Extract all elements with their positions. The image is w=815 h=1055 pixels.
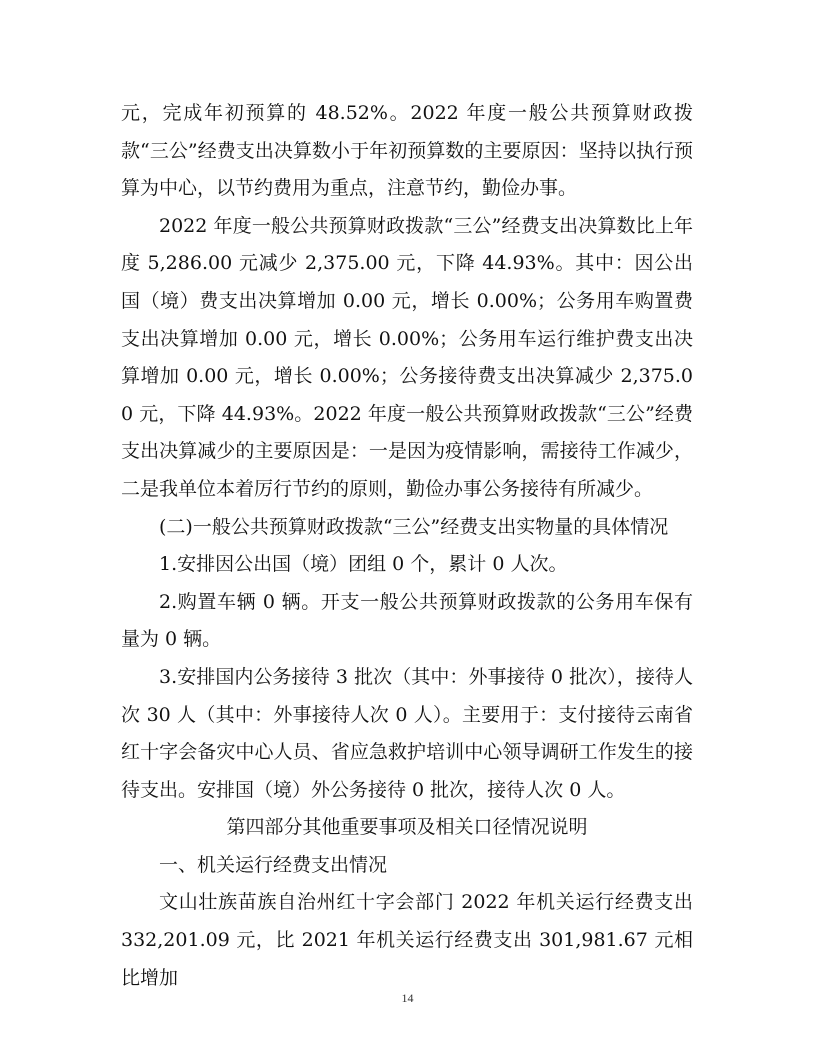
subsection-title: 一、机关运行经费支出情况 — [159, 853, 388, 876]
paragraph-three-public-expenses-change: 2022 年度一般公共预算财政拨款“三公”经费支出决算数比上年度 5,286.00 元减少 2,375.00 元，下降 44.93%。其中：因公出国（境）费支出决算增加 0.00 元，增长 0.00%；公务用车购置费支出决算增加 0.00 元，增长 0.00%；公务用车运行维护费支出决算增加 0.00 元，增长 0.00%；公务接待费支出决算减少 2,375.00 元，下降 44.93%。2022 年度一般公共预算财政拨款“三公”经费支出决算减少的主要原因是：一是因为疫情影响，需接待工作减少，二是我单位本着厉行节约的原则，勤俭办事公务接待有所减少。 — [121, 214, 693, 500]
paragraph-operating-expenses: 文山壮族苗族自治州红十字会部门 2022 年机关运行经费支出 332,201.09 元，比 2021 年机关运行经费支出 301,981.67 元相比增加 — [121, 891, 693, 989]
section-title: 第四部分其他重要事项及相关口径情况说明 — [226, 816, 588, 839]
page-number: 14 — [401, 991, 414, 1005]
paragraph-overseas-trips: 1.安排因公出国（境）团组 0 个，累计 0 人次。 — [159, 553, 568, 576]
paragraph-official-reception: 3.安排国内公务接待 3 批次（其中：外事接待 0 批次），接待人次 30 人（其中：外事接待人次 0 人）。主要用于：支付接待云南省红十字会备灾中心人员、省应急救护培训中心领导调研工作发生的接待支出。安排国（境）外公务接待 0 批次，接待人次 0 人。 — [121, 665, 693, 801]
paragraph-vehicles: 2.购置车辆 0 辆。开支一般公共预算财政拨款的公务用车保有量为 0 辆。 — [121, 590, 693, 651]
paragraph-physical-quantity-heading: (二)一般公共预算财政拨款“三公”经费支出实物量的具体情况 — [159, 515, 669, 538]
page-content — [121, 95, 693, 997]
paragraph-budget-completion: 元，完成年初预算的 48.52%。2022 年度一般公共预算财政拨款“三公”经费支出决算数小于年初预算数的主要原因：坚持以执行预算为中心，以节约费用为重点，注意节约，勤俭办事。 — [121, 102, 693, 200]
